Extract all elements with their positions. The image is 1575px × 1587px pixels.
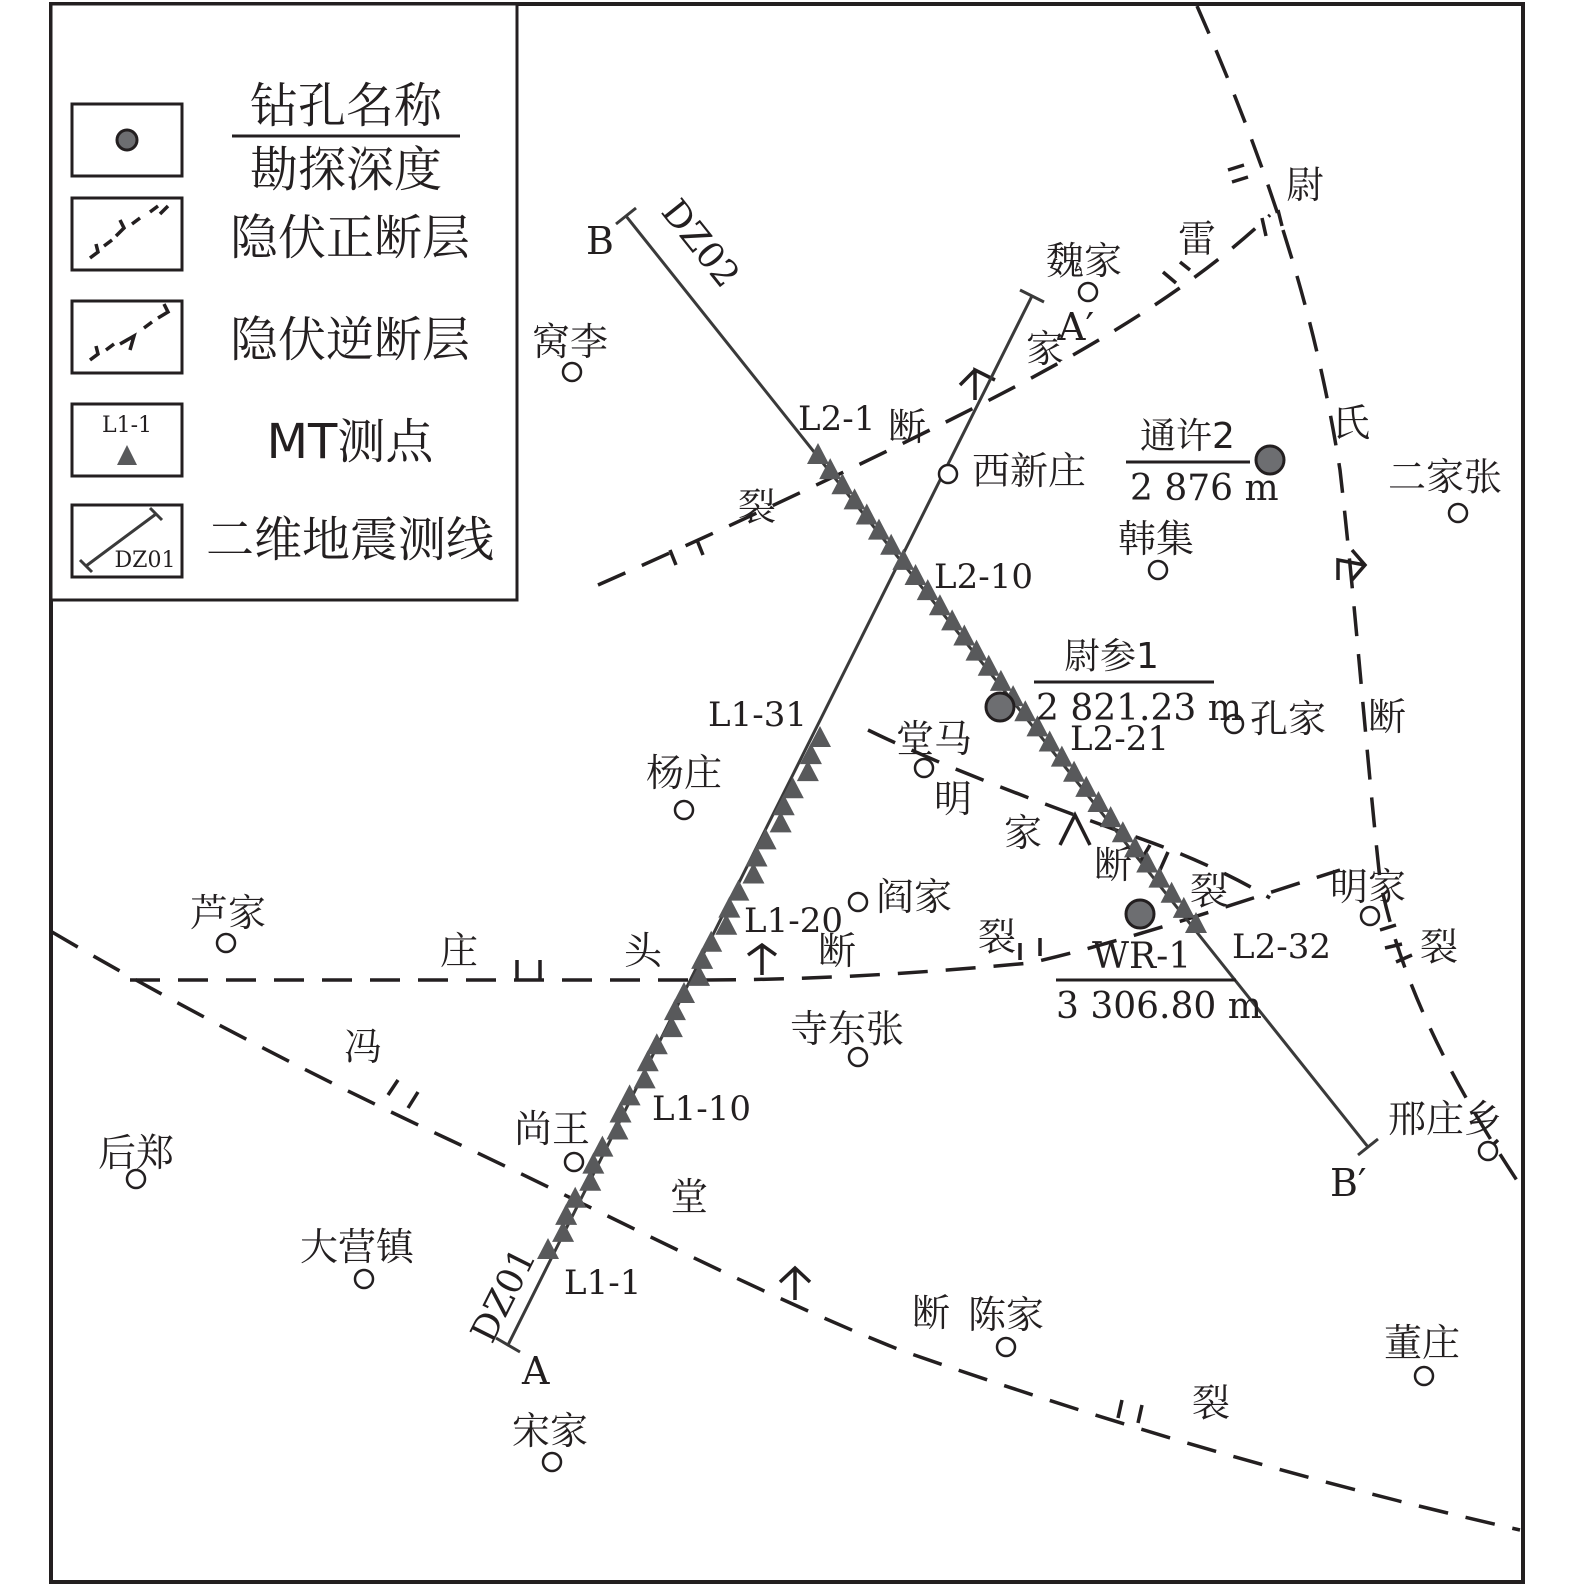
fault-tick bbox=[1163, 262, 1190, 283]
fault-name-char: 头 bbox=[624, 929, 663, 973]
fault-name-char: 断 bbox=[912, 1291, 951, 1335]
village-marker bbox=[1149, 561, 1167, 579]
profile-end-b-prime: B′ bbox=[1330, 1161, 1367, 1205]
fault-tick bbox=[1228, 165, 1248, 182]
borehole-name: 尉参1 bbox=[1064, 636, 1159, 677]
village-label: 后郑 bbox=[98, 1131, 175, 1175]
fault-arrow bbox=[960, 370, 995, 400]
borehole-name: 通许2 bbox=[1140, 416, 1235, 457]
fault-name-char: 裂 bbox=[1190, 869, 1229, 913]
village-label: 明家 bbox=[1330, 865, 1407, 909]
mt-label: L2-32 bbox=[1232, 927, 1331, 967]
line-end-tick-a-prime bbox=[1020, 290, 1044, 302]
village-marker bbox=[997, 1338, 1015, 1356]
mt-label: L1-20 bbox=[744, 901, 843, 941]
fault-arrow bbox=[748, 945, 776, 975]
village-marker bbox=[675, 801, 693, 819]
legend-borehole-name: 钻孔名称 bbox=[249, 78, 443, 134]
borehole-depth: 2 876 m bbox=[1130, 468, 1279, 509]
fault-name-char: 断 bbox=[1368, 695, 1407, 739]
fault-name-char: 裂 bbox=[978, 915, 1017, 959]
mt-label: L2-10 bbox=[934, 557, 1033, 597]
fault-tick bbox=[1020, 938, 1040, 960]
borehole-marker bbox=[986, 693, 1014, 721]
fault-tick bbox=[517, 960, 540, 980]
village-marker bbox=[355, 1270, 373, 1288]
fault-name-char: 家 bbox=[1026, 327, 1065, 371]
profile-end-a: A bbox=[522, 1349, 550, 1393]
village-label: 孔家 bbox=[1250, 697, 1327, 741]
borehole-marker bbox=[1126, 900, 1154, 928]
legend-mt-sample: L1-1 bbox=[101, 413, 153, 438]
village-label: 堂马 bbox=[896, 717, 973, 761]
village-label: 西新庄 bbox=[972, 449, 1087, 493]
fault-name-char: 家 bbox=[1004, 811, 1043, 855]
village-label: 陈家 bbox=[968, 1293, 1045, 1337]
village-label: 魏家 bbox=[1046, 239, 1123, 283]
village-marker bbox=[849, 893, 867, 911]
village-marker bbox=[565, 1153, 583, 1171]
profile-end-a-prime: A′ bbox=[1058, 305, 1095, 349]
fault-name-char: 堂 bbox=[670, 1175, 709, 1219]
village-marker bbox=[1079, 283, 1097, 301]
fault-tick bbox=[1118, 1400, 1142, 1423]
village-label: 二家张 bbox=[1388, 455, 1503, 499]
line-end-tick-b-prime bbox=[1358, 1139, 1378, 1155]
village-label: 大营镇 bbox=[300, 1225, 415, 1269]
seismic-line-name-dz01: DZ01 bbox=[463, 1241, 545, 1350]
mt-label: L1-10 bbox=[652, 1089, 751, 1129]
village-label: 寺东张 bbox=[790, 1007, 905, 1051]
fault-name-char: 明 bbox=[934, 777, 973, 821]
village-marker bbox=[1361, 907, 1379, 925]
profile-end-b: B bbox=[586, 219, 614, 263]
legend-borehole-depth: 勘探深度 bbox=[249, 142, 443, 198]
fault-arrow bbox=[1060, 815, 1090, 845]
borehole-depth: 3 306.80 m bbox=[1056, 986, 1262, 1027]
fault-tick bbox=[1262, 210, 1282, 236]
borehole-depth: 2 821.23 m bbox=[1036, 688, 1242, 729]
legend-seismic-line: 二维地震测线 bbox=[205, 512, 495, 568]
village-marker bbox=[1479, 1142, 1497, 1160]
village-marker bbox=[1449, 504, 1467, 522]
fault-name-char: 裂 bbox=[1420, 925, 1459, 969]
legend bbox=[51, 4, 517, 600]
village-marker bbox=[939, 465, 957, 483]
village-label: 芦家 bbox=[190, 891, 267, 935]
mt-label: L1-1 bbox=[564, 1263, 642, 1303]
legend-reverse-fault: 隐伏逆断层 bbox=[229, 312, 471, 368]
mt-label: L2-1 bbox=[798, 399, 876, 439]
seismic-line-name-dz02: DZ02 bbox=[652, 192, 748, 296]
profile-labels bbox=[463, 192, 1366, 1393]
fault-name-char: 庄 bbox=[440, 929, 479, 973]
fault-fengtang bbox=[52, 932, 1520, 1530]
village-label: 韩集 bbox=[1118, 517, 1195, 561]
fault-name-char: 裂 bbox=[1192, 1381, 1231, 1425]
fault-name-char: 尉 bbox=[1286, 163, 1325, 207]
fault-name-char: 断 bbox=[818, 929, 857, 973]
village-marker bbox=[915, 759, 933, 777]
fault-name-char: 雷 bbox=[1178, 217, 1217, 261]
village-marker bbox=[563, 363, 581, 381]
mt-label: L2-21 bbox=[1070, 719, 1169, 759]
fault-name-char: 断 bbox=[888, 405, 927, 449]
borehole-name: WR-1 bbox=[1092, 936, 1192, 977]
legend-mt-station: MT测点 bbox=[266, 414, 434, 470]
village-label: 宋家 bbox=[512, 1409, 589, 1453]
legend-borehole-symbol bbox=[117, 130, 137, 150]
fault-name-char: 断 bbox=[1094, 843, 1133, 887]
village-label: 尚王 bbox=[514, 1107, 591, 1151]
village-marker bbox=[1415, 1367, 1433, 1385]
village-marker bbox=[217, 934, 235, 952]
fault-tick bbox=[388, 1080, 418, 1108]
village-label: 杨庄 bbox=[646, 751, 723, 795]
village-label: 窝李 bbox=[532, 320, 609, 364]
village-label: 阎家 bbox=[876, 875, 953, 919]
village-label: 董庄 bbox=[1384, 1321, 1461, 1365]
legend-normal-fault: 隐伏正断层 bbox=[229, 210, 471, 266]
line-end-tick-b bbox=[616, 208, 636, 224]
fault-name-char: 冯 bbox=[344, 1025, 383, 1069]
fault-arrow bbox=[780, 1268, 810, 1300]
mt-label: L1-31 bbox=[708, 695, 807, 735]
legend-seismic-sample: DZ01 bbox=[114, 548, 176, 573]
fault-name-char: 裂 bbox=[738, 485, 777, 529]
village-marker bbox=[543, 1453, 561, 1471]
village-label: 邢庄乡 bbox=[1388, 1097, 1503, 1141]
fault-name-char: 氏 bbox=[1332, 401, 1371, 445]
